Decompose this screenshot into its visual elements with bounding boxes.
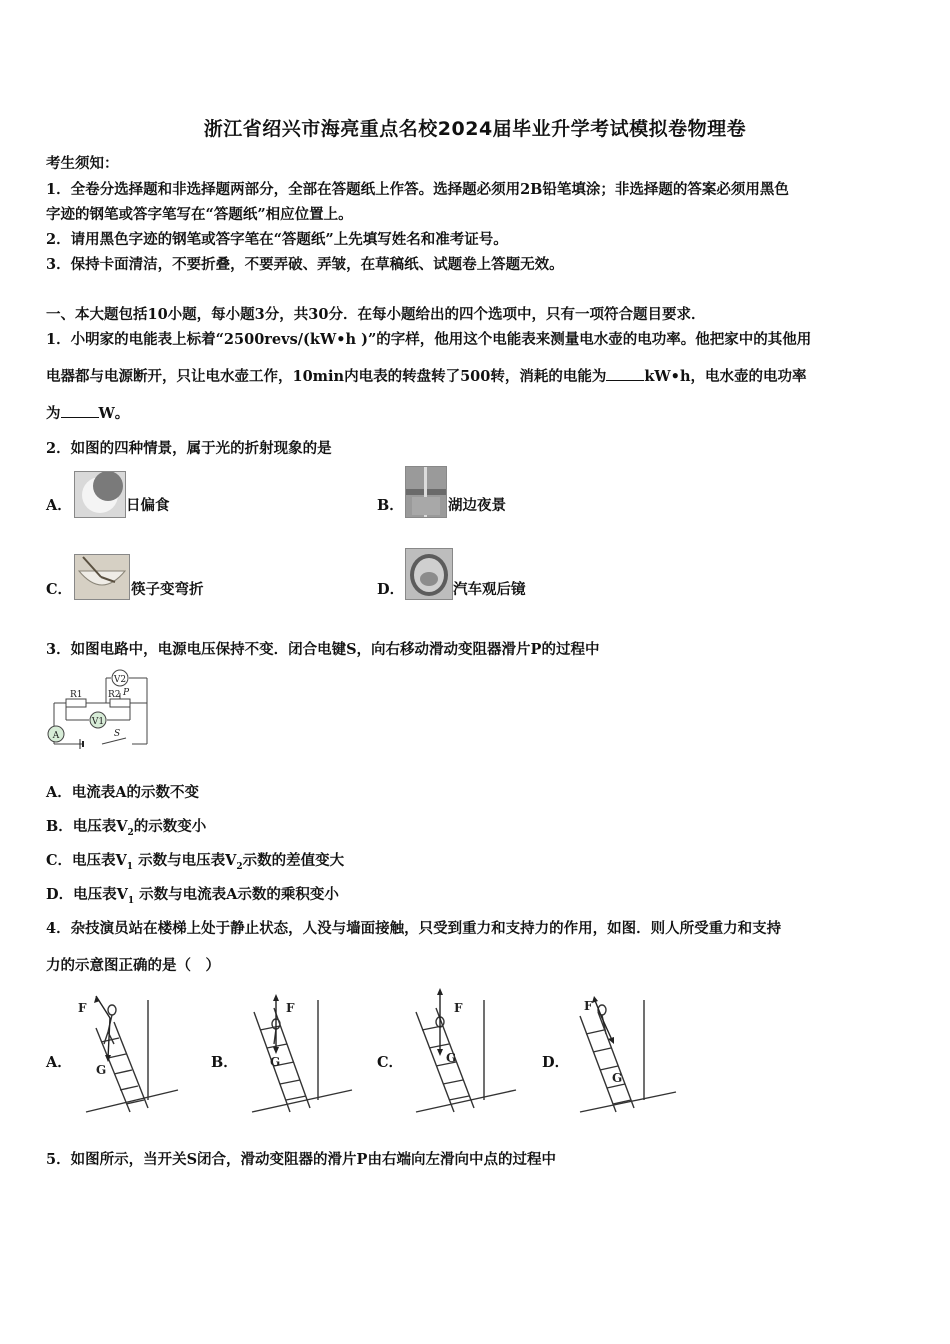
circuit-label-r1: R1 [70,690,83,700]
q4-a-force-f: F [78,1001,87,1015]
notice-item-1-line-1: 1．全卷分选择题和非选择题两部分，全部在答题纸上作答。选择题必须用2B铅笔填涂；非选择题的答案必须用黑色 [46,181,789,198]
q4-option-a-diagram [74,994,184,1116]
notice-item-1-line-2: 字迹的钢笔或答字笔写在“答题纸”相应位置上。 [46,206,353,223]
q3-option-b-text-end: 的示数变小 [133,818,207,835]
q4-option-d-diagram [572,994,680,1116]
q4-option-c-diagram [406,988,520,1116]
q1-line-2-text-b: kW•h，电水壶的电功率 [644,368,807,385]
q2-option-a-letter: A． [46,497,72,514]
q3-option-c-text: C．电压表V [46,852,127,869]
q2-option-c-chopsticks-image [74,554,130,600]
q3-option-c-text-end: 示数的差值变大 [242,852,345,869]
q4-option-a-letter: A． [46,1054,72,1071]
exam-title: 浙江省绍兴市海亮重点名校2024届毕业升学考试模拟卷物理卷 [203,118,747,140]
circuit-label-a: A [52,731,60,741]
q4-c-force-f: F [454,1001,463,1015]
resistor-r1 [66,699,86,707]
q3-option-d-sub: 1 [127,895,135,906]
q1-line-3-text-a: 为 [46,405,61,422]
notice-item-3: 3．保持卡面清洁，不要折叠，不要弄破、弄皱，在草稿纸、试题卷上答题无效。 [46,256,564,273]
q3-option-c [46,849,344,872]
q4-option-b-letter: B． [211,1054,238,1071]
notice-item-2: 2．请用黑色字迹的钢笔或答字笔在“答题纸”上先填写姓名和准考证号。 [46,231,508,248]
q3-option-c-sub-1: 1 [126,861,134,872]
q1-line-2-text-a: 电器都与电源断开，只让电水壶工作，10min内电表的转盘转了500转，消耗的电能为 [46,368,607,385]
q2-option-b-lake-image [405,466,447,518]
q3-circuit-diagram [44,668,154,750]
bent-chopsticks-icon [75,555,129,599]
q1-line-1: 1．小明家的电能表上标着“2500revs/(kW•h )”的字样，他用这个电能表来测量电水壶的电功率。他把家中的其他用 [46,331,812,348]
q3-option-b-text: B．电压表V [46,818,128,835]
circuit-label-r2: R2 [108,690,121,700]
q3-option-d [46,883,339,906]
q1-line-2 [46,365,806,386]
section-1-header: 一、本大题包括10小题，每小题3分，共30分．在每小题给出的四个选项中，只有一项符合题目要求． [46,306,706,323]
q1-energy-blank[interactable] [606,368,644,381]
q4-line-2: 力的示意图正确的是（ ） [46,957,220,974]
q2-option-c-label: 筷子变弯折 [131,581,204,598]
q4-option-c-letter: C． [377,1054,404,1071]
resistor-r2 [110,699,130,707]
q4-d-force-g: G [612,1071,623,1085]
q4-line-1: 4．杂技演员站在楼梯上处于静止状态，人没与墙面接触，只受到重力和支持力的作用，如图．则人所受重力和支持 [46,920,782,937]
q4-b-force-f: F [286,1001,295,1015]
q3-option-c-sub-2: 2 [236,861,243,872]
q5-stem: 5．如图所示，当开关S闭合，滑动变阻器的滑片P由右端向左滑向中点的过程中 [46,1151,556,1168]
q2-option-c-letter: C． [46,581,73,598]
q2-option-b-label: 湖边夜景 [448,497,506,514]
eclipse-icon [75,472,125,517]
circuit-label-p: P [123,688,130,698]
q4-b-force-g: G [270,1055,281,1069]
rearview-mirror-icon [406,549,452,599]
q1-power-blank[interactable] [61,405,99,418]
q3-stem: 3．如图电路中，电源电压保持不变．闭合电键S，向右移动滑动变阻器滑片P的过程中 [46,641,600,658]
circuit-label-v2: V2 [113,675,127,685]
q3-option-d-text: D．电压表V [46,886,128,903]
q3-option-a: A．电流表A的示数不变 [46,784,199,801]
q2-option-b-letter: B． [377,497,404,514]
q2-option-d-label: 汽车观后镜 [453,581,526,598]
q3-option-b-sub: 2 [127,827,134,838]
q2-option-d-letter: D． [377,581,405,598]
q2-option-a-eclipse-image [74,471,126,518]
q4-d-force-f: F [584,999,593,1013]
q4-option-b-diagram [240,994,358,1116]
q4-c-force-g: G [446,1051,457,1065]
circuit-label-v1: V1 [91,717,105,727]
q2-option-d-mirror-image [405,548,453,600]
q3-option-d-text-end: 示数与电流表A示数的乘积变小 [134,886,339,903]
q2-option-a-label: 日偏食 [126,497,170,514]
q3-option-c-text-mid: 示数与电压表V [133,852,237,869]
q4-option-d-letter: D． [542,1054,570,1071]
q4-a-force-g: G [96,1063,107,1077]
q1-line-3 [46,402,129,423]
circuit-label-s: S [114,729,121,739]
q1-line-3-text-b: W。 [98,405,130,422]
q2-stem: 2．如图的四种情景，属于光的折射现象的是 [46,440,332,457]
q3-option-b [46,815,206,838]
lake-night-icon [406,467,446,517]
notice-heading: 考生须知： [46,155,119,172]
